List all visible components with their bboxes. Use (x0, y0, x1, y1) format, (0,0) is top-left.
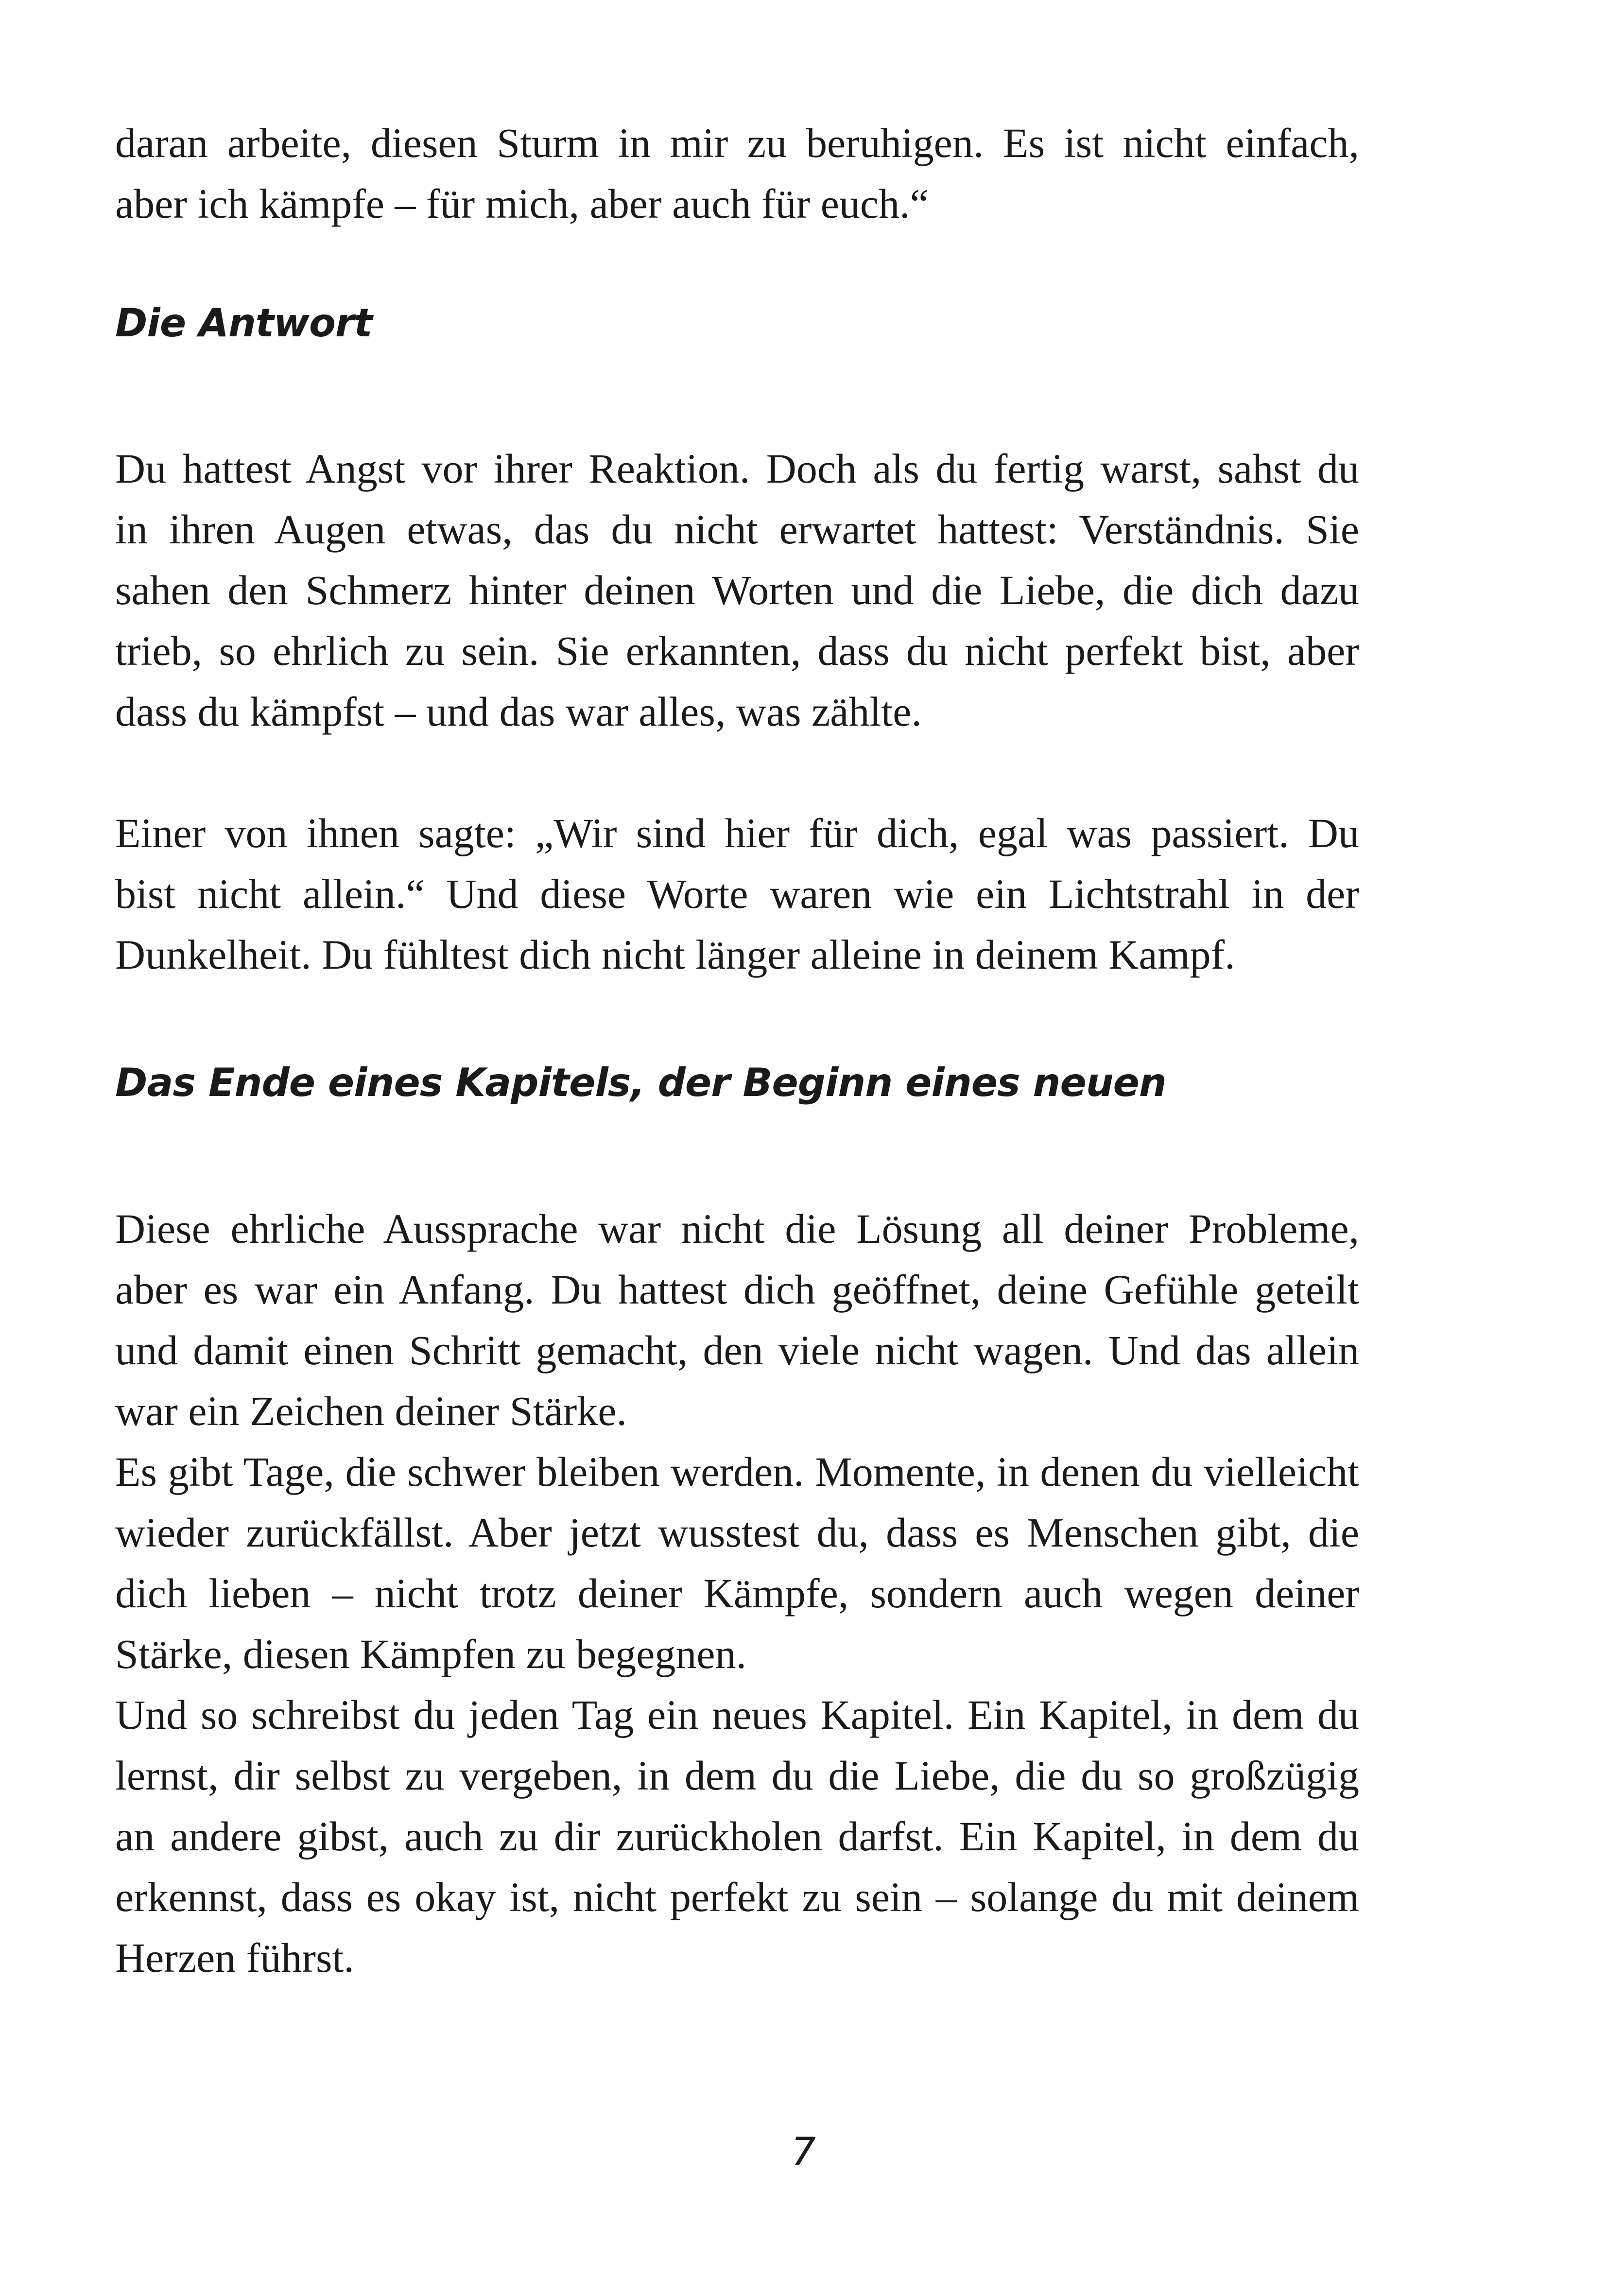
text-line: Dunkelheit. Du fühltest dich nicht länger alleine in deinem Kampf. (115, 931, 1235, 978)
text-line: Es gibt Tage, die schwer bleiben werden. Momente, in denen du vielleicht (115, 1448, 1359, 1495)
text-line: trieb, so ehrlich zu sein. Sie erkannten, dass du nicht perfekt bist, aber (115, 627, 1359, 674)
text-line: Stärke, diesen Kämpfen zu begegnen. (115, 1631, 747, 1677)
text-line: Herzen führst. (115, 1934, 354, 1981)
text-line: war ein Zeichen deiner Stärke. (115, 1388, 627, 1434)
text-line: aber es war ein Anfang. Du hattest dich geöffnet, deine Gefühle geteilt (115, 1266, 1359, 1313)
text-line: erkennst, dass es okay ist, nicht perfekt zu sein – solange du mit deinem (115, 1874, 1359, 1920)
section-heading-die-antwort: Die Antwort (115, 300, 372, 346)
section-heading-kapitel-ende: Das Ende eines Kapitels, der Beginn eines neuen (115, 1060, 1166, 1105)
page-number: 7 (791, 2129, 816, 2174)
text-line: dich lieben – nicht trotz deiner Kämpfe, sondern auch wegen deiner (115, 1570, 1359, 1617)
text-line: aber ich kämpfe – für mich, aber auch für euch.“ (115, 180, 929, 227)
text-line: bist nicht allein.“ Und diese Worte waren wie ein Lichtstrahl in der (115, 870, 1359, 917)
text-line: Diese ehrliche Aussprache war nicht die Lösung all deiner Probleme, (115, 1205, 1359, 1252)
paragraph-quote (115, 803, 1359, 985)
text-line: Und so schreibst du jeden Tag ein neues Kapitel. Ein Kapitel, in dem du (115, 1691, 1359, 1738)
paragraph-new-chapter (115, 1199, 1359, 1988)
text-line: und damit einen Schritt gemacht, den viele nicht wagen. Und das allein (115, 1327, 1359, 1374)
text-line: wieder zurückfällst. Aber jetzt wusstest du, dass es Menschen gibt, die (115, 1509, 1359, 1556)
paragraph-reaction (115, 438, 1359, 742)
text-line: Du hattest Angst vor ihrer Reaktion. Doch als du fertig warst, sahst du (115, 445, 1359, 492)
text-line: sahen den Schmerz hinter deinen Worten und die Liebe, die dich dazu (115, 567, 1359, 613)
text-line: dass du kämpfst – und das war alles, was zählte. (115, 688, 922, 735)
text-line: lernst, dir selbst zu vergeben, in dem du die Liebe, die du so großzügig (115, 1752, 1359, 1799)
text-line: in ihren Augen etwas, das du nicht erwartet hattest: Verständnis. Sie (115, 506, 1359, 553)
text-line: Einer von ihnen sagte: „Wir sind hier für dich, egal was passiert. Du (115, 810, 1359, 856)
text-line: an andere gibst, auch zu dir zurückholen darfst. Ein Kapitel, in dem du (115, 1813, 1359, 1860)
paragraph-continuation (115, 113, 1359, 234)
text-line: daran arbeite, diesen Sturm in mir zu beruhigen. Es ist nicht einfach, (115, 120, 1359, 166)
